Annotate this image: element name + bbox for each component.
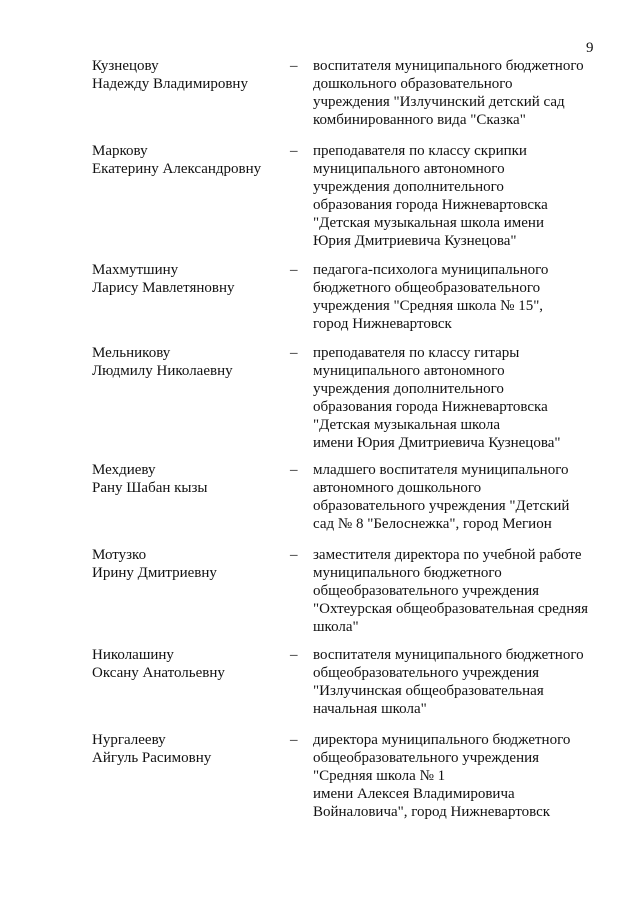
position-description xyxy=(313,57,603,129)
description-line: "Детская музыкальная школа xyxy=(313,417,500,433)
position-description xyxy=(313,731,603,821)
given-names: Оксану Анатольевну xyxy=(92,665,225,681)
description-line: "Средняя школа № 1 xyxy=(313,768,446,784)
page-number: 9 xyxy=(586,40,594,56)
given-names: Ларису Мавлетяновну xyxy=(92,280,235,296)
description-line: образовательного учреждения "Детский xyxy=(313,498,570,514)
description-line: младшего воспитателя муниципального xyxy=(313,462,569,478)
description-line: педагога-психолога муниципального xyxy=(313,262,549,278)
person-name xyxy=(92,646,282,682)
description-line: заместителя директора по учебной работе xyxy=(313,547,582,563)
given-names: Айгуль Расимовну xyxy=(92,750,212,766)
surname: Нургалееву xyxy=(92,732,166,748)
position-description xyxy=(313,461,603,533)
description-line: общеобразовательного учреждения xyxy=(313,665,540,681)
description-line: имени Юрия Дмитриевича Кузнецова" xyxy=(313,435,561,451)
description-line: преподавателя по классу скрипки xyxy=(313,143,527,159)
description-line: преподавателя по классу гитары xyxy=(313,345,520,361)
separator-dash: – xyxy=(290,732,298,748)
description-line: воспитателя муниципального бюджетного xyxy=(313,647,584,663)
description-line: муниципального бюджетного xyxy=(313,565,502,581)
surname: Мехдиеву xyxy=(92,462,156,478)
description-line: сад № 8 "Белоснежка", город Мегион xyxy=(313,516,552,532)
position-description xyxy=(313,646,603,718)
separator-dash: – xyxy=(290,143,298,159)
person-name xyxy=(92,731,282,767)
position-description xyxy=(313,142,603,250)
surname: Николашину xyxy=(92,647,174,663)
description-line: образования города Нижневартовска xyxy=(313,197,548,213)
description-line: Юрия Дмитриевича Кузнецова" xyxy=(313,233,517,249)
description-line: город Нижневартовск xyxy=(313,316,452,332)
description-line: общеобразовательного учреждения xyxy=(313,750,540,766)
position-description xyxy=(313,344,603,452)
person-name xyxy=(92,344,282,380)
description-line: бюджетного общеобразовательного xyxy=(313,280,541,296)
description-line: дошкольного образовательного xyxy=(313,76,513,92)
person-name xyxy=(92,57,282,93)
description-line: "Охтеурская общеобразовательная средняя xyxy=(313,601,589,617)
separator-dash: – xyxy=(290,647,298,663)
description-line: учреждения "Средняя школа № 15", xyxy=(313,298,544,314)
given-names: Рану Шабан кызы xyxy=(92,480,208,496)
position-description xyxy=(313,546,603,636)
position-description xyxy=(313,261,603,333)
description-line: учреждения "Излучинский детский сад xyxy=(313,94,565,110)
description-line: автономного дошкольного xyxy=(313,480,482,496)
person-name xyxy=(92,461,282,497)
description-line: муниципального автономного xyxy=(313,161,505,177)
separator-dash: – xyxy=(290,462,298,478)
description-line: Войналовича", город Нижневартовск xyxy=(313,804,551,820)
separator-dash: – xyxy=(290,262,298,278)
surname: Мельникову xyxy=(92,345,171,361)
description-line: директора муниципального бюджетного xyxy=(313,732,571,748)
surname: Мотузко xyxy=(92,547,147,563)
description-line: учреждения дополнительного xyxy=(313,381,504,397)
description-line: школа" xyxy=(313,619,359,635)
given-names: Ирину Дмитриевну xyxy=(92,565,217,581)
person-name xyxy=(92,546,282,582)
separator-dash: – xyxy=(290,547,298,563)
description-line: комбинированного вида "Сказка" xyxy=(313,112,526,128)
description-line: общеобразовательного учреждения xyxy=(313,583,540,599)
separator-dash: – xyxy=(290,345,298,361)
description-line: имени Алексея Владимировича xyxy=(313,786,515,802)
description-line: муниципального автономного xyxy=(313,363,505,379)
description-line: воспитателя муниципального бюджетного xyxy=(313,58,584,74)
description-line: образования города Нижневартовска xyxy=(313,399,548,415)
description-line: "Детская музыкальная школа имени xyxy=(313,215,544,231)
surname: Кузнецову xyxy=(92,58,159,74)
description-line: "Излучинская общеобразовательная xyxy=(313,683,544,699)
description-line: начальная школа" xyxy=(313,701,427,717)
given-names: Надежду Владимировну xyxy=(92,76,248,92)
separator-dash: – xyxy=(290,58,298,74)
surname: Маркову xyxy=(92,143,148,159)
person-name xyxy=(92,261,282,297)
given-names: Екатерину Александровну xyxy=(92,161,262,177)
description-line: учреждения дополнительного xyxy=(313,179,504,195)
given-names: Людмилу Николаевну xyxy=(92,363,233,379)
person-name xyxy=(92,142,282,178)
surname: Махмутшину xyxy=(92,262,179,278)
